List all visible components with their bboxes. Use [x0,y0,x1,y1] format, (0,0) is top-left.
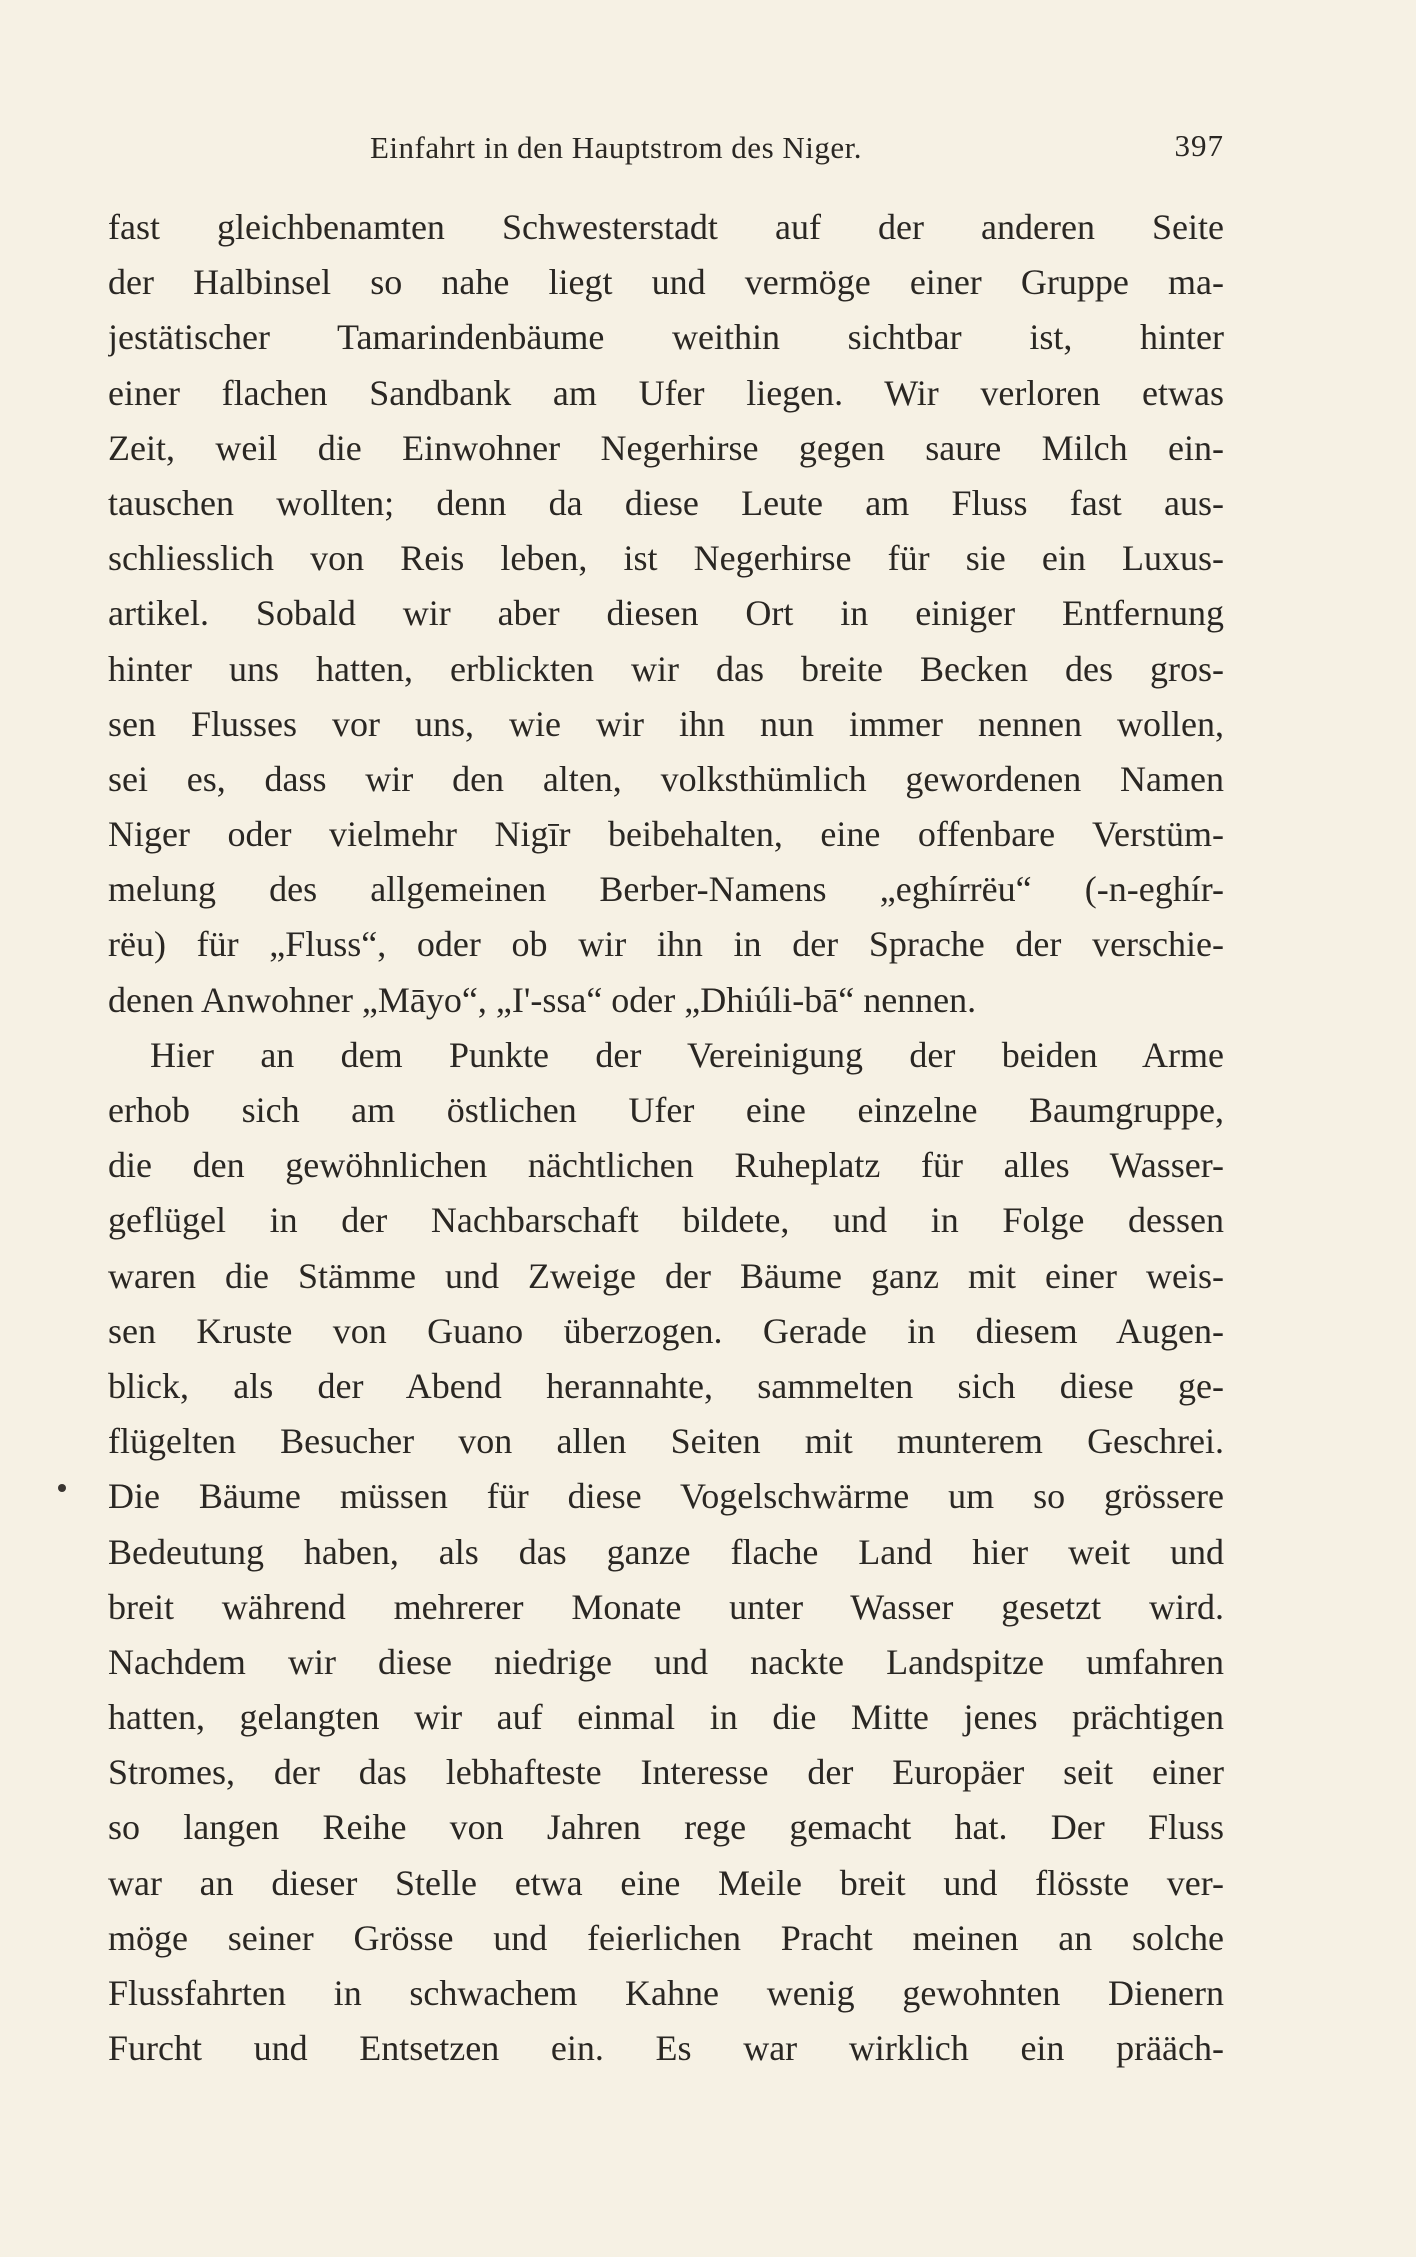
running-head [108,122,1224,170]
text-line: jestätischer Tamarindenbäume weithin sichtbar ist, hinter [108,317,1224,358]
text-line: geflügel in der Nachbarschaft bildete, und in Folge dessen [108,1200,1224,1241]
text-line: tauschen wollten; denn da diese Leute am Fluss fast aus- [108,482,1224,523]
text-line: blick, als der Abend herannahte, sammelten sich diese ge- [108,1365,1224,1406]
text-line: waren die Stämme und Zweige der Bäume ganz mit einer weis- [108,1255,1224,1296]
text-line: sen Kruste von Guano überzogen. Gerade in diesem Augen- [108,1310,1224,1351]
text-line: Flussfahrten in schwachem Kahne wenig gewohnten Dienern [108,1973,1224,2013]
text-line: die den gewöhnlichen nächtlichen Ruheplatz für alles Wasser- [108,1145,1224,1186]
text-line: melung des allgemeinen Berber-Namens „eghírrëu“ (-n-eghír- [108,869,1224,910]
page-number: 397 [1174,128,1224,163]
text-line: hinter uns hatten, erblickten wir das breite Becken des gros- [108,648,1224,689]
text-line: Nachdem wir diese niedrige und nackte Landspitze umfahren [108,1641,1224,1682]
text-line: Stromes, der das lebhafteste Interesse der Europäer seit einer [108,1752,1224,1793]
text-line: der Halbinsel so nahe liegt und vermöge einer Gruppe ma- [108,262,1224,303]
text-line: war an dieser Stelle etwa eine Meile breit und flösste ver- [108,1862,1224,1903]
text-line: fast gleichbenamten Schwesterstadt auf der anderen Seite [108,207,1224,247]
text-line: sen Flusses vor uns, wie wir ihn nun immer nennen wollen, [108,703,1224,744]
text-line: Die Bäume müssen für diese Vogelschwärme um so grössere [108,1476,1224,1517]
text-line: rëu) für „Fluss“, oder ob wir ihn in der Sprache der verschie- [108,924,1224,965]
text-line: erhob sich am östlichen Ufer eine einzelne Baumgruppe, [108,1090,1224,1130]
text-line: flügelten Besucher von allen Seiten mit munterem Geschrei. [108,1421,1224,1462]
paragraph-start-line: Hier an dem Punkte der Vereinigung der beiden Arme [150,1034,1224,1075]
text-line: einer flachen Sandbank am Ufer liegen. Wir verloren etwas [108,372,1224,413]
text-line: Bedeutung haben, als das ganze flache Land hier weit und [108,1531,1224,1572]
text-line: hatten, gelangten wir auf einmal in die Mitte jenes prächtigen [108,1697,1224,1738]
text-line: artikel. Sobald wir aber diesen Ort in einiger Entfernung [108,593,1224,634]
paragraph-end-line: denen Anwohner „Māyo“, „I'-ssa“ oder „Dhiúli-bā“ nennen. [108,979,977,1020]
text-line: sei es, dass wir den alten, volksthümlich gewordenen Namen [108,758,1224,799]
text-line: möge seiner Grösse und feierlichen Pracht meinen an solche [108,1917,1224,1958]
text-line: Niger oder vielmehr Nigīr beibehalten, eine offenbare Verstüm- [108,814,1224,855]
text-line: Zeit, weil die Einwohner Negerhirse gegen saure Milch ein- [108,427,1224,468]
text-line: so langen Reihe von Jahren rege gemacht hat. Der Fluss [108,1807,1224,1848]
margin-dot [58,1484,66,1492]
running-title: Einfahrt in den Hauptstrom des Niger. [370,130,863,165]
body-text [108,200,1224,2076]
text-line: breit während mehrerer Monate unter Wasser gesetzt wird. [108,1586,1224,1627]
text-line: schliesslich von Reis leben, ist Negerhirse für sie ein Luxus- [108,538,1224,579]
text-line: Furcht und Entsetzen ein. Es war wirklich ein prääch- [108,2028,1224,2069]
